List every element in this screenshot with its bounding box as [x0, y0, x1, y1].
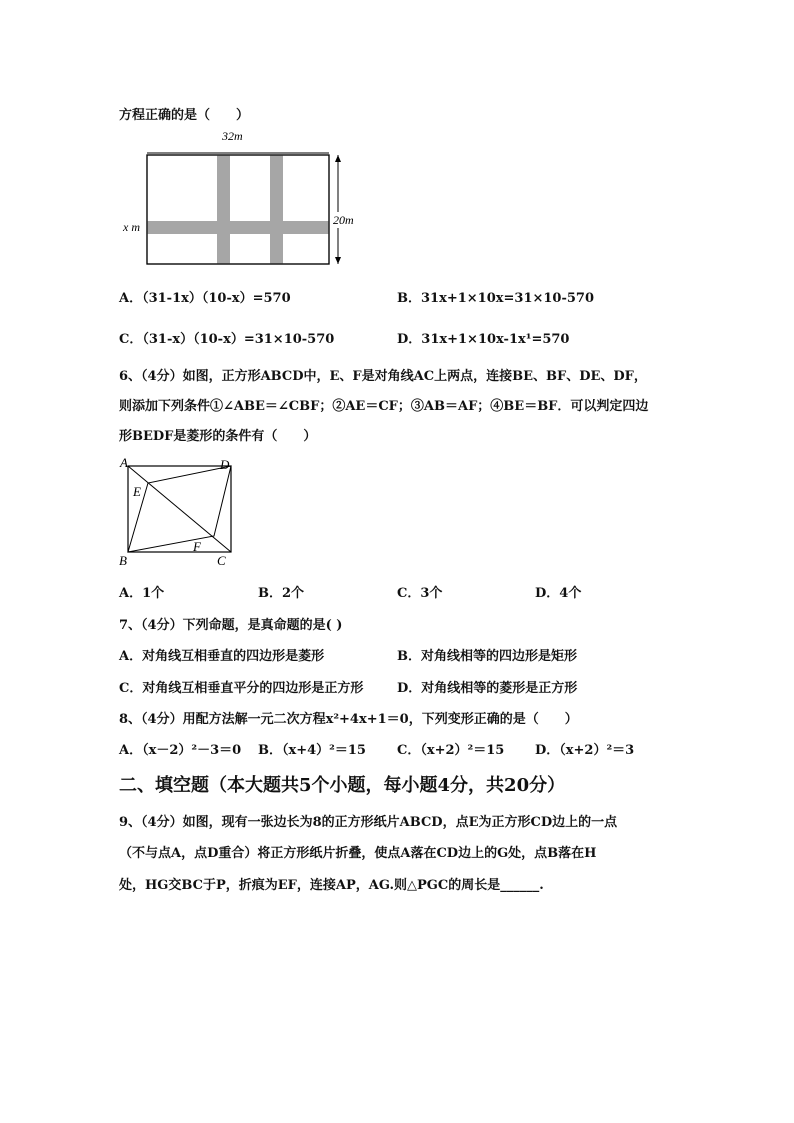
- q6-square-figure: [116, 455, 241, 570]
- q6-label-e: E: [133, 484, 141, 499]
- q5-vertical-road-2: [270, 155, 283, 264]
- q5-road-figure: [118, 126, 368, 272]
- q5-option-d: D．31x+1×10x-1x¹=570: [397, 332, 570, 347]
- q8-option-d: D．（x+2）²＝3: [535, 743, 635, 758]
- q5-option-a: A．（31-1x）（10-x）=570: [119, 291, 291, 306]
- q6-option-a: A．1个: [119, 586, 165, 601]
- q6-label-b: B: [119, 553, 127, 568]
- q9-stem-line2: （不与点A，点D重合）将正方形纸片折叠，使点A落在CD边上的G处，点B落在H: [119, 846, 597, 861]
- q6-label-a: A: [120, 455, 128, 470]
- q7-option-a: A．对角线互相垂直的四边形是菱形: [119, 649, 325, 664]
- q6-option-c: C．3个: [397, 586, 443, 601]
- q6-stem-line3: 形BEDF是菱形的条件有（ ）: [119, 429, 317, 444]
- q7-stem: 7、（4分）下列命题，是真命题的是( ): [119, 618, 343, 633]
- q6-label-d: D: [220, 457, 230, 472]
- q5-field-rect: [147, 155, 329, 264]
- q6-option-d: D．4个: [535, 586, 582, 601]
- q5-height-label: 20m: [333, 213, 354, 227]
- q9-stem-line1: 9、（4分）如图，现有一张边长为8的正方形纸片ABCD，点E为正方形CD边上的一点: [119, 815, 618, 830]
- q5-horizontal-road: [147, 221, 329, 234]
- q5-stem-tail: 方程正确的是（ ）: [119, 108, 250, 123]
- q8-option-a: A．（x－2）²－3＝0: [119, 743, 242, 758]
- q8-option-c: C．（x+2）²＝15: [397, 743, 505, 758]
- q7-option-c: C．对角线互相垂直平分的四边形是正方形: [119, 681, 364, 696]
- q7-option-b: B．对角线相等的四边形是矩形: [397, 649, 577, 664]
- q6-stem-line2: 则添加下列条件①∠ABE＝∠CBF；②AE＝CF；③AB＝AF；④BE＝BF．可以判定四边: [119, 399, 649, 414]
- q7-option-d: D．对角线相等的菱形是正方形: [397, 681, 578, 696]
- q5-option-b: B．31x+1×10x=31×10-570: [397, 291, 594, 306]
- q5-vertical-road-1: [217, 155, 230, 264]
- section2-title: 二、填空题（本大题共5个小题，每小题4分，共20分）: [119, 775, 566, 796]
- q5-road-label: x m: [123, 220, 140, 234]
- q6-diagonal-ac: [128, 466, 231, 552]
- q8-stem: 8、（4分）用配方法解一元二次方程x²+4x+1＝0，下列变形正确的是（ ）: [119, 712, 578, 727]
- q6-label-f: F: [193, 539, 201, 554]
- q5-width-label: 32m: [222, 129, 243, 143]
- q6-stem-line1: 6、（4分）如图，正方形ABCD中，E、F是对角线AC上两点，连接BE、BF、DE、DF，: [119, 369, 647, 384]
- q6-label-c: C: [217, 553, 226, 568]
- q9-stem-line3: 处，HG交BC于P，折痕为EF，连接AP，AG.则△PGC的周长是______.: [119, 878, 544, 893]
- q5-option-c: C．（31-x）（10-x）=31×10-570: [119, 332, 335, 347]
- q6-option-b: B．2个: [258, 586, 305, 601]
- q8-option-b: B．（x+4）²＝15: [258, 743, 366, 758]
